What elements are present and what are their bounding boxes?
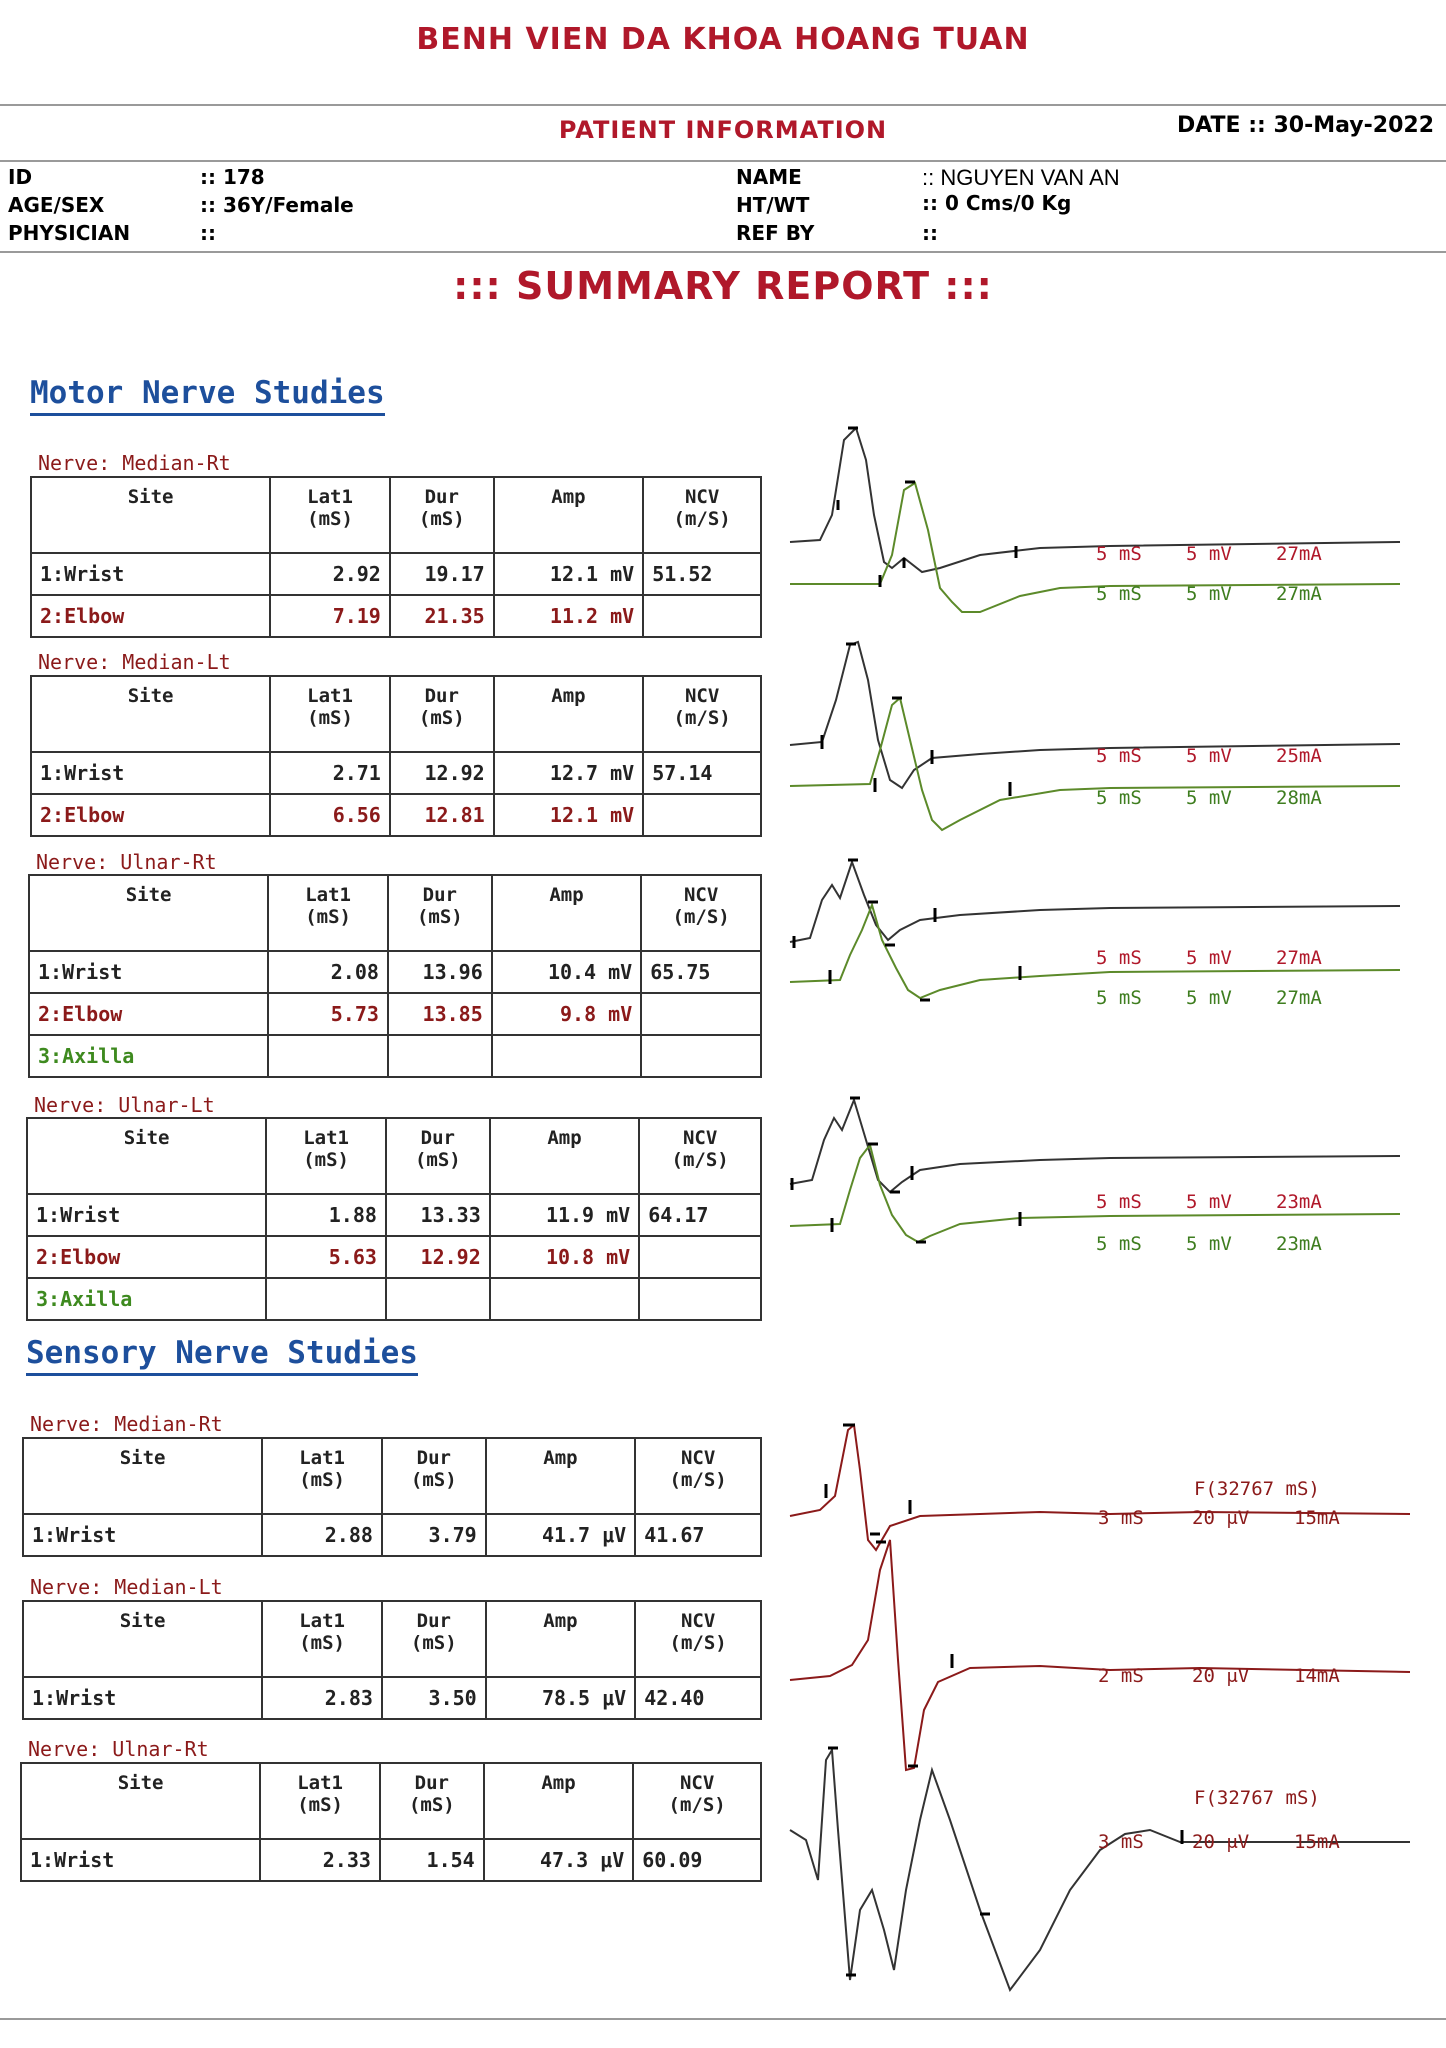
- table-row: 1:Wrist 2.83 3.50 78.5 μV 42.40: [23, 1677, 761, 1719]
- ref-value: ::: [922, 221, 938, 245]
- table-row: 2:Elbow 5.73 13.85 9.8 mV: [29, 993, 761, 1035]
- col-lat1: Lat1 (mS): [270, 477, 390, 553]
- table-header: Site Lat1 (mS) Dur (mS) Amp NCV (m/S): [23, 1601, 761, 1677]
- svg-text:5 mS: 5 mS: [1096, 987, 1142, 1009]
- patient-info-title: PATIENT INFORMATION: [558, 116, 888, 144]
- sensory-table-median-lt: [22, 1600, 762, 1720]
- svg-text:3 mS: 3 mS: [1098, 1507, 1144, 1529]
- table-header: [31, 477, 761, 553]
- sensory-section-title: Sensory Nerve Studies: [26, 1335, 418, 1376]
- htwt-value: :: 0 Cms/0 Kg: [922, 191, 1072, 215]
- motor-table-median-rt: [30, 476, 762, 638]
- sensory-table-ulnar-rt: [20, 1762, 762, 1882]
- svg-text:20 μV: 20 μV: [1192, 1665, 1250, 1687]
- waveform-sensory: [780, 1410, 1420, 2000]
- waveform-ulnar-rt: [780, 850, 1400, 1050]
- svg-text:3 mS: 3 mS: [1098, 1831, 1144, 1853]
- table-row: 1:Wrist 2.08 13.96 10.4 mV 65.75: [29, 951, 761, 993]
- motor-table-median-lt: [30, 675, 762, 837]
- date-label: DATE: [1176, 113, 1241, 138]
- sensory-table-median-rt: [22, 1437, 762, 1557]
- table-row: 2:Elbow 5.63 12.92 10.8 mV: [27, 1236, 761, 1278]
- date-value: :: 30-May-2022: [1248, 113, 1434, 138]
- svg-text:27mA: 27mA: [1276, 543, 1322, 565]
- physician-value: ::: [200, 221, 216, 245]
- waveform-median-rt: [780, 420, 1400, 620]
- summary-title: ::: SUMMARY REPORT :::: [453, 264, 993, 308]
- svg-text:28mA: 28mA: [1276, 787, 1322, 809]
- ref-label: REF BY: [736, 221, 815, 245]
- svg-text:15mA: 15mA: [1294, 1831, 1340, 1853]
- waveform-median-lt: [780, 630, 1400, 840]
- svg-text:5 mV: 5 mV: [1186, 987, 1232, 1009]
- report-date: [1177, 113, 1434, 138]
- motor-section-title: Motor Nerve Studies: [30, 375, 385, 416]
- svg-text:23mA: 23mA: [1276, 1191, 1322, 1213]
- svg-text:5 mS: 5 mS: [1096, 947, 1142, 969]
- svg-text:F(32767 mS): F(32767 mS): [1194, 1478, 1320, 1500]
- svg-text:14mA: 14mA: [1294, 1665, 1340, 1687]
- nerve-title: Nerve: Median-Lt: [30, 1575, 223, 1599]
- svg-text:2 mS: 2 mS: [1098, 1665, 1144, 1687]
- svg-text:27mA: 27mA: [1276, 987, 1322, 1009]
- svg-text:5 mV: 5 mV: [1186, 745, 1232, 767]
- name-label: NAME: [736, 165, 802, 189]
- divider: [0, 104, 1446, 106]
- svg-text:27mA: 27mA: [1276, 947, 1322, 969]
- svg-text:5 mV: 5 mV: [1186, 1233, 1232, 1255]
- svg-text:5 mS: 5 mS: [1096, 583, 1142, 605]
- nerve-title: Nerve: Median-Lt: [38, 650, 231, 674]
- table-row: 2:Elbow 6.56 12.81 12.1 mV: [31, 794, 761, 836]
- nerve-title: Nerve: Ulnar-Rt: [36, 850, 217, 874]
- table-row: 3:Axilla: [27, 1278, 761, 1320]
- svg-text:15mA: 15mA: [1294, 1507, 1340, 1529]
- table-header: Site Lat1 (mS) Dur (mS) Amp NCV (m/S): [27, 1118, 761, 1194]
- table-header: Site Lat1 (mS) Dur (mS) Amp NCV (m/S): [23, 1438, 761, 1514]
- nerve-title: Nerve: Median-Rt: [38, 451, 231, 475]
- svg-text:5 mS: 5 mS: [1096, 1233, 1142, 1255]
- id-label: ID: [8, 165, 33, 189]
- svg-text:5 mV: 5 mV: [1186, 543, 1232, 565]
- svg-text:F(32767 mS): F(32767 mS): [1194, 1787, 1320, 1809]
- col-dur: Dur (mS): [390, 477, 494, 553]
- table-header: Site Lat1 (mS) Dur (mS) Amp NCV (m/S): [31, 676, 761, 752]
- svg-text:5 mV: 5 mV: [1186, 947, 1232, 969]
- svg-text:5 mS: 5 mS: [1096, 1191, 1142, 1213]
- svg-text:23mA: 23mA: [1276, 1233, 1322, 1255]
- svg-text:27mA: 27mA: [1276, 583, 1322, 605]
- svg-text:5 mV: 5 mV: [1186, 787, 1232, 809]
- table-row: 1:Wrist 2.88 3.79 41.7 μV 41.67: [23, 1514, 761, 1556]
- table-row: 1:Wrist 2.92 19.17 12.1 mV 51.52: [31, 553, 761, 595]
- footer-divider: [0, 2018, 1446, 2020]
- col-amp: Amp: [494, 477, 644, 553]
- waveform-ulnar-lt: [780, 1090, 1400, 1290]
- name-value: :: NGUYEN VAN AN: [922, 165, 1120, 190]
- divider: [0, 251, 1446, 253]
- table-row: 3:Axilla: [29, 1035, 761, 1077]
- age-value: :: 36Y/Female: [200, 193, 354, 217]
- hospital-name: BENH VIEN DA KHOA HOANG TUAN: [416, 22, 1030, 57]
- id-value: :: 178: [200, 165, 265, 189]
- table-row: 1:Wrist 2.33 1.54 47.3 μV 60.09: [21, 1839, 761, 1881]
- nerve-title: Nerve: Median-Rt: [30, 1412, 223, 1436]
- physician-label: PHYSICIAN: [8, 221, 131, 245]
- col-site: Site: [31, 477, 270, 553]
- divider: [0, 160, 1446, 162]
- table-header: Site Lat1 (mS) Dur (mS) Amp NCV (m/S): [21, 1763, 761, 1839]
- motor-table-ulnar-lt: [26, 1117, 762, 1321]
- table-row: 1:Wrist 1.88 13.33 11.9 mV 64.17: [27, 1194, 761, 1236]
- svg-text:5 mV: 5 mV: [1186, 1191, 1232, 1213]
- motor-table-ulnar-rt: [28, 874, 762, 1078]
- htwt-label: HT/WT: [736, 193, 810, 217]
- col-ncv: NCV (m/S): [643, 477, 761, 553]
- nerve-title: Nerve: Ulnar-Lt: [34, 1093, 215, 1117]
- age-label: AGE/SEX: [8, 193, 105, 217]
- svg-text:5 mS: 5 mS: [1096, 787, 1142, 809]
- svg-text:5 mS: 5 mS: [1096, 745, 1142, 767]
- svg-text:20 μV: 20 μV: [1192, 1507, 1250, 1529]
- svg-text:5 mS: 5 mS: [1096, 543, 1142, 565]
- table-header: Site Lat1 (mS) Dur (mS) Amp NCV (m/S): [29, 875, 761, 951]
- svg-text:20 μV: 20 μV: [1192, 1831, 1250, 1853]
- svg-text:5 mV: 5 mV: [1186, 583, 1232, 605]
- table-row: 2:Elbow 7.19 21.35 11.2 mV: [31, 595, 761, 637]
- svg-text:25mA: 25mA: [1276, 745, 1322, 767]
- nerve-title: Nerve: Ulnar-Rt: [28, 1737, 209, 1761]
- table-row: 1:Wrist 2.71 12.92 12.7 mV 57.14: [31, 752, 761, 794]
